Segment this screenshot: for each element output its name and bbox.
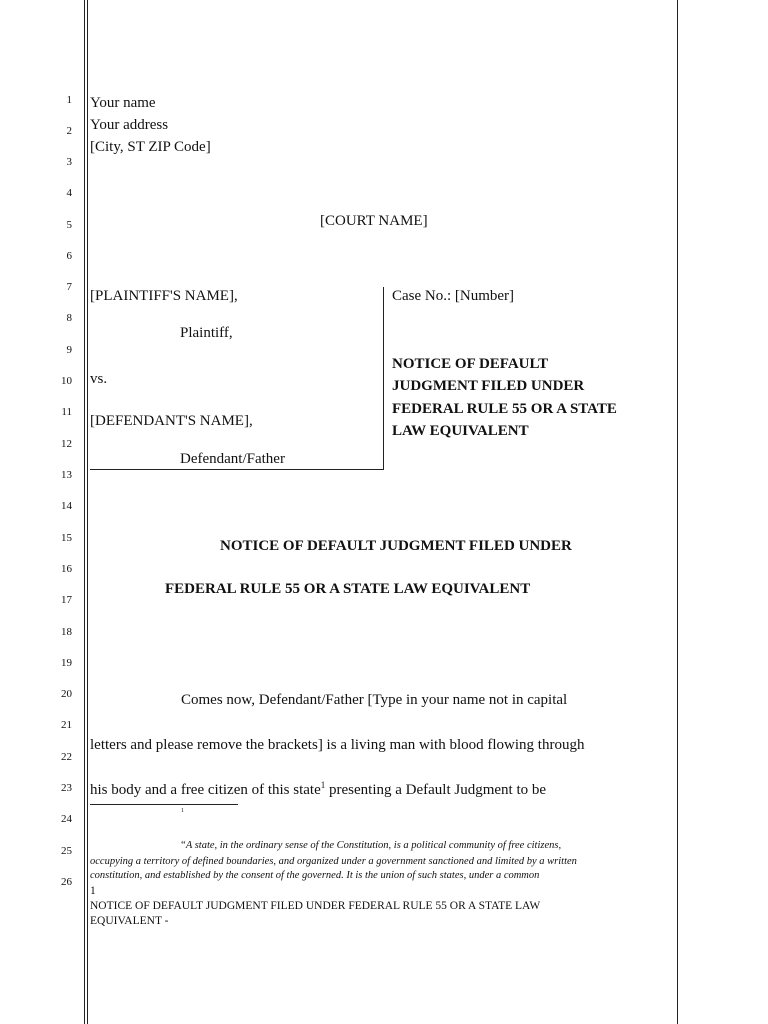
line-number: 10 (61, 375, 72, 387)
line-number: 8 (66, 312, 72, 324)
line-number: 7 (66, 281, 72, 293)
footnote-reference: 1 (320, 780, 326, 790)
footnote-text-line1: “A state, in the ordinary sense of the Constitution, is a political community of free citizens, (180, 840, 562, 851)
footer-page-number: 1 (90, 885, 96, 897)
footnote-marker: 1 (181, 808, 184, 814)
author-name: Your name (90, 95, 156, 111)
line-number: 15 (61, 532, 72, 544)
line-number: 25 (61, 845, 72, 857)
caption-notice-title-line: NOTICE OF DEFAULT (392, 356, 549, 372)
versus-label: vs. (90, 371, 108, 387)
line-number: 21 (61, 719, 72, 731)
line-number: 12 (61, 438, 72, 450)
line-number: 20 (61, 688, 72, 700)
line-number: 17 (61, 594, 72, 606)
case-number: Case No.: [Number] (392, 288, 515, 304)
caption-notice-title-line: LAW EQUIVALENT (392, 423, 529, 439)
line-number: 23 (61, 782, 72, 794)
document-title-line1: NOTICE OF DEFAULT JUDGMENT FILED UNDER (220, 538, 572, 554)
line-number: 26 (61, 876, 72, 888)
line-number: 24 (61, 813, 72, 825)
line-number: 2 (66, 125, 72, 137)
line-number: 6 (66, 250, 72, 262)
caption-divider-vertical (383, 287, 384, 470)
left-margin-line-outer (84, 0, 85, 1024)
right-margin-line (677, 0, 678, 1024)
line-number: 14 (61, 500, 72, 512)
author-address: Your address (90, 117, 169, 133)
line-number: 1 (66, 94, 72, 106)
defendant-label: Defendant/Father (180, 451, 285, 467)
court-name: [COURT NAME] (320, 213, 428, 229)
line-number: 9 (66, 344, 72, 356)
line-number: 4 (66, 187, 72, 199)
footnote-separator (90, 804, 238, 805)
line-number: 18 (61, 626, 72, 638)
defendant-name: [DEFENDANT'S NAME], (90, 413, 253, 429)
body-line2: letters and please remove the brackets] is a living man with blood flowing through (90, 737, 585, 753)
caption-notice-title-line: FEDERAL RULE 55 OR A STATE (392, 401, 617, 417)
body-line1: Comes now, Defendant/Father [Type in your name not in capital (181, 692, 568, 708)
author-city: [City, ST ZIP Code] (90, 139, 211, 155)
caption-divider-horizontal (90, 469, 384, 470)
footnote-text-line3: constitution, and established by the consent of the governed. It is the union of such states, under a common (90, 870, 540, 881)
plaintiff-name: [PLAINTIFF'S NAME], (90, 288, 238, 304)
line-number: 13 (61, 469, 72, 481)
body-line3 (90, 780, 546, 799)
line-number: 5 (66, 219, 72, 231)
footnote-text-line2: occupying a territory of defined boundaries, and organized under a government sanctioned and limited by a written (90, 856, 577, 867)
left-margin-line-inner (87, 0, 88, 1024)
caption-notice-title-line: JUDGMENT FILED UNDER (392, 378, 585, 394)
line-number: 19 (61, 657, 72, 669)
footer-title-line1: NOTICE OF DEFAULT JUDGMENT FILED UNDER FEDERAL RULE 55 OR A STATE LAW (90, 900, 541, 912)
line-number: 16 (61, 563, 72, 575)
plaintiff-label: Plaintiff, (180, 325, 233, 341)
footer-title-line2: EQUIVALENT - (90, 915, 169, 927)
line-number: 11 (61, 406, 72, 418)
line-number: 3 (66, 156, 72, 168)
document-title-line2: FEDERAL RULE 55 OR A STATE LAW EQUIVALENT (165, 581, 531, 597)
body-line3-continuation: presenting a Default Judgment to be (325, 782, 547, 798)
body-line3-text: his body and a free citizen of this state (90, 782, 321, 798)
line-number: 22 (61, 751, 72, 763)
